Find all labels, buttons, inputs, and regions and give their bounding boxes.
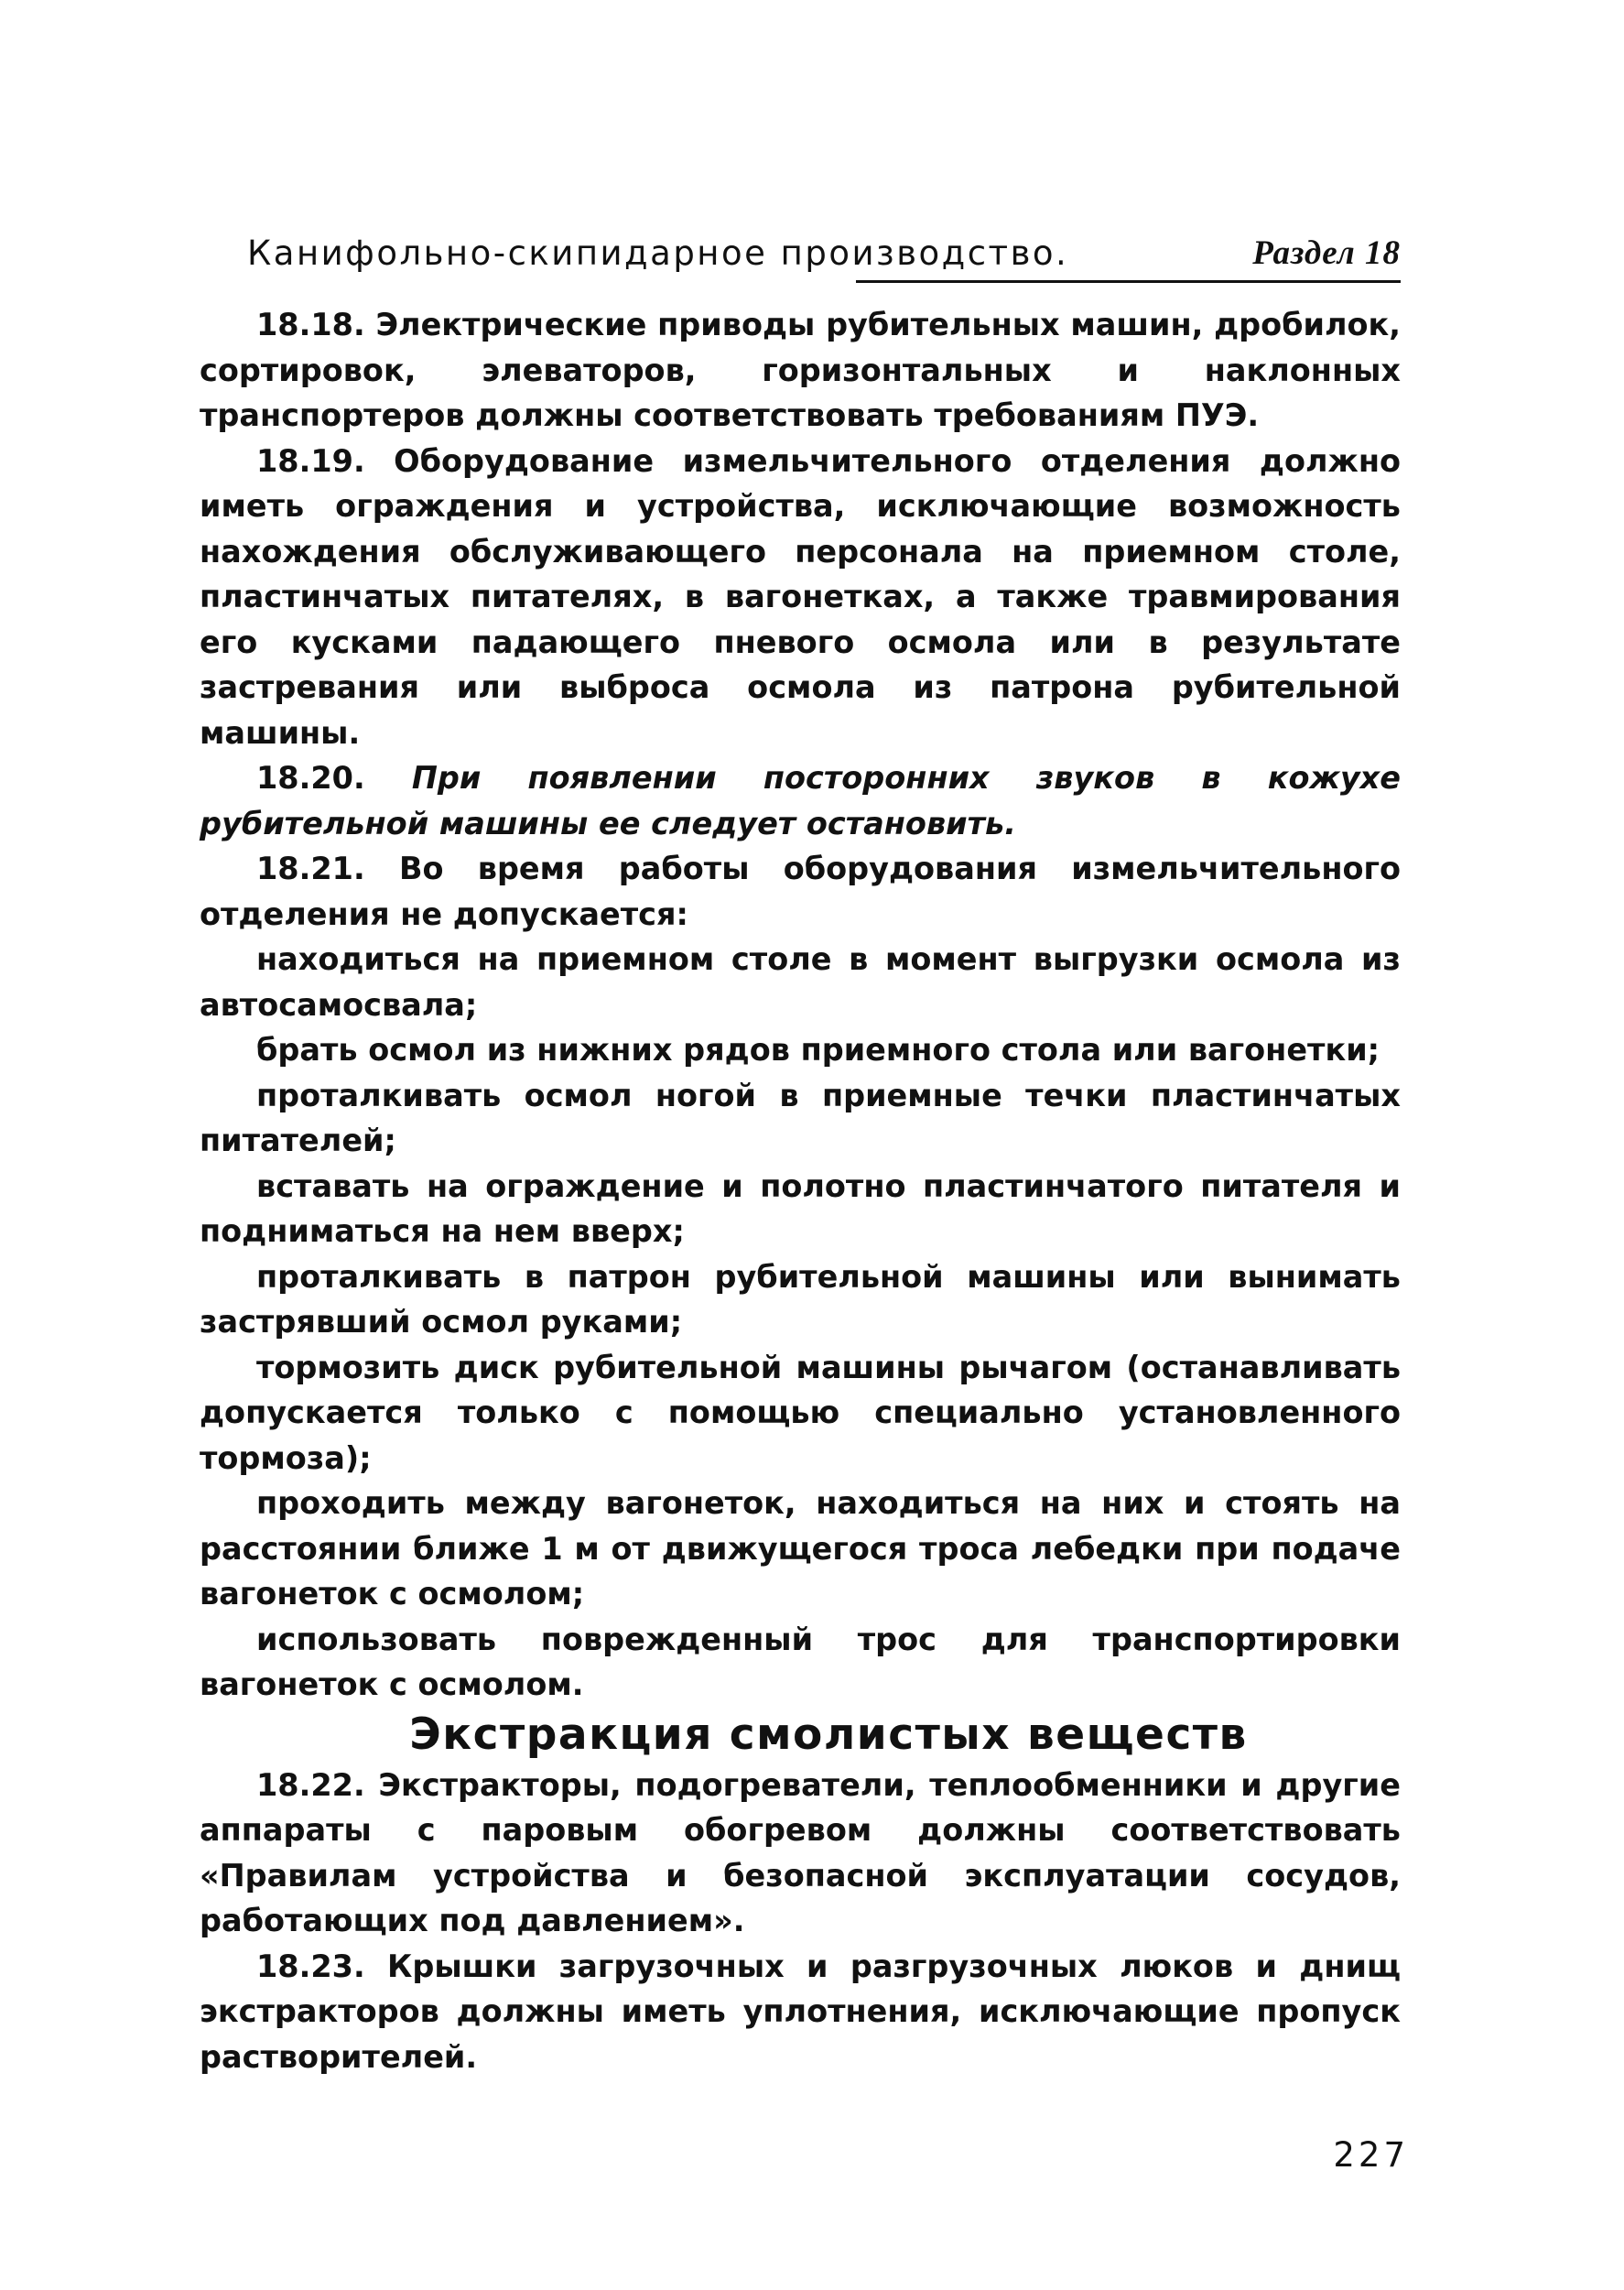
paragraph-18-20 [200, 755, 1401, 846]
paragraph-18-23: 18.23. Крышки загрузочных и разгрузочных люков и днищ экстракторов должны иметь уплотнения, исключающие пропуск растворителей. [200, 1948, 1401, 2075]
body-text [200, 302, 1401, 2079]
section-heading: Экстракция смолистых веществ [409, 1709, 1248, 1760]
list-item: вставать на ограждение и полотно пластинчатого питателя и подниматься на нем вверх; [200, 1167, 1401, 1249]
list-item: брать осмол из нижних рядов приемного стола или вагонетки; [256, 1032, 1380, 1068]
list-item: проходить между вагонеток, находиться на них и стоять на расстоянии ближе 1 м от движущегося троса лебедки при подаче вагонеток с осмолом; [200, 1485, 1401, 1612]
paragraph-18-20-text: При появлении посторонних звуков в кожухе рубительной машины ее следует остановить. [200, 760, 1401, 841]
list-item: тормозить диск рубительной машины рычагом (останавливать допускается только с помощью специально установленного тормоза); [200, 1349, 1401, 1476]
running-head-title: Канифольно-скипидарное производство. [247, 233, 1069, 273]
list-item: проталкивать в патрон рубительной машины или вынимать застрявший осмол руками; [200, 1258, 1401, 1340]
paragraph-18-20-number: 18.20. [256, 760, 365, 796]
running-head-section: Раздел 18 [1252, 234, 1401, 272]
paragraph-18-22: 18.22. Экстракторы, подогреватели, теплообменники и другие аппараты с паровым обогревом должны соответствовать «Правилам устройства и безопасной эксплуатации сосудов, работающих под давлением». [200, 1766, 1401, 1938]
paragraph-18-19: 18.19. Оборудование измельчительного отделения должно иметь ограждения и устройства, исключающие возможность нахождения обслуживающего персонала на приемном столе, пластинчатых питателях, в вагонетках, а также травмирования его кусками падающего пневого осмола или в результате застревания или выброса осмола из патрона рубительной машины. [200, 442, 1401, 751]
header-rule [856, 280, 1401, 283]
list-item: проталкивать осмол ногой в приемные течки пластинчатых питателей; [200, 1077, 1401, 1158]
paragraph-18-21: 18.21. Во время работы оборудования измельчительного отделения не допускается: [200, 851, 1401, 932]
paragraph-18-18: 18.18. Электрические приводы рубительных машин, дробилок, сортировок, элеваторов, горизонтальных и наклонных транспортеров должны соответствовать требованиям ПУЭ. [200, 307, 1401, 433]
page-number: 227 [1333, 2135, 1409, 2175]
list-item: находиться на приемном столе в момент выгрузки осмола из автосамосвала; [200, 941, 1401, 1023]
list-item: использовать поврежденный трос для транспортировки вагонеток с осмолом. [200, 1621, 1401, 1702]
